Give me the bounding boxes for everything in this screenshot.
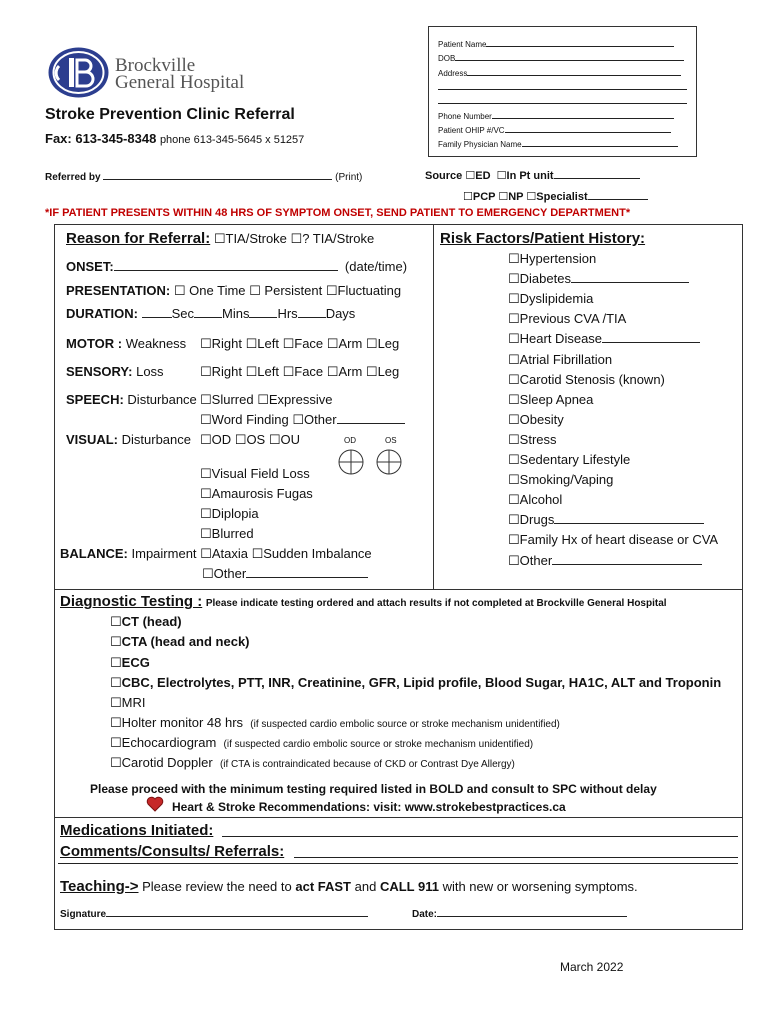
- risk-checkbox[interactable]: ☐: [508, 473, 520, 489]
- proceed-note: Please proceed with the minimum testing required listed in BOLD and consult to SPC without delay: [90, 782, 657, 796]
- signature-field[interactable]: Signature: [60, 907, 368, 920]
- medications-field[interactable]: Medications Initiated:: [60, 822, 214, 839]
- warning-banner: *IF PATIENT PRESENTS WITHIN 48 HRS OF SYMPTOM ONSET, SEND PATIENT TO EMERGENCY DEPARTMENT*: [45, 207, 631, 219]
- dob-field[interactable]: DOB: [438, 51, 684, 63]
- persistent-checkbox[interactable]: ☐: [249, 284, 261, 299]
- risk-factor-label: Drugs: [519, 512, 555, 528]
- source-row: Source ☐ED ☐In Pt unit: [425, 169, 640, 182]
- duration-row[interactable]: DURATION: Sec Mins Hrs Days: [66, 306, 356, 321]
- risk-checkbox[interactable]: ☐: [508, 392, 520, 408]
- onset-field[interactable]: ONSET: (date/time): [66, 259, 408, 274]
- visual-field-loss-option[interactable]: ☐Visual Field Loss: [200, 466, 310, 482]
- reason-title-row: Reason for Referral: ☐TIA/Stroke ☐? TIA/Stroke: [66, 230, 375, 247]
- risk-factor-item[interactable]: [508, 271, 689, 287]
- diagnostic-title-row: Diagnostic Testing : Please indicate testing ordered and attach results if not completed at Brockville General Hospital: [60, 593, 667, 610]
- risk-checkbox[interactable]: ☐: [508, 312, 520, 328]
- risk-factor-item[interactable]: [508, 512, 704, 528]
- address-line-3[interactable]: [438, 94, 687, 106]
- brand-name-line1: Brockville: [115, 55, 196, 76]
- speech-options-2: ☐Word Finding ☐Other: [200, 412, 405, 428]
- risk-factor-label: Family Hx of heart disease or CVA: [519, 532, 719, 548]
- risk-factor-item[interactable]: [508, 291, 593, 307]
- brand-name-line2: General Hospital: [115, 72, 245, 93]
- risk-checkbox[interactable]: ☐: [508, 412, 520, 428]
- risk-factor-item[interactable]: [508, 553, 702, 569]
- holter-option[interactable]: ☐Holter monitor 48 hrs (if suspected cardio embolic source or stroke mechanism unidentified): [110, 715, 560, 731]
- risk-factor-label: Sedentary Lifestyle: [519, 452, 631, 467]
- sensory-face-checkbox[interactable]: ☐: [282, 365, 295, 380]
- address-field[interactable]: Address: [438, 66, 681, 78]
- risk-factor-item[interactable]: [508, 311, 626, 327]
- presentation-row: PRESENTATION: ☐ One Time ☐ Persistent ☐Fluctuating: [66, 283, 402, 299]
- risk-factor-item[interactable]: [508, 412, 564, 428]
- risk-factor-item[interactable]: [508, 492, 562, 508]
- risk-factor-item[interactable]: [508, 392, 593, 408]
- expressive-checkbox[interactable]: ☐: [257, 393, 269, 408]
- visual-eye-options: ☐OD ☐OS ☐OU: [200, 432, 301, 448]
- risk-factor-label: Other: [519, 552, 553, 568]
- risk-factor-item[interactable]: [508, 372, 665, 388]
- speech-options: ☐Slurred ☐Expressive: [200, 392, 333, 408]
- motor-left-checkbox[interactable]: ☐: [245, 337, 258, 352]
- address-line-2[interactable]: [438, 80, 687, 92]
- bloodwork-option[interactable]: ☐CBC, Electrolytes, PTT, INR, Creatinine, GFR, Lipid profile, Blood Sugar, HA1C, ALT and Troponin: [110, 675, 722, 691]
- diplopia-option[interactable]: ☐Diplopia: [200, 506, 259, 522]
- sensory-row: SENSORY: Loss: [66, 364, 164, 379]
- pcp-checkbox[interactable]: ☐: [463, 190, 473, 203]
- tia-stroke-checkbox[interactable]: ☐: [213, 232, 226, 247]
- eye-os-label: OS: [385, 436, 397, 445]
- risk-factor-label: Hypertension: [519, 251, 597, 266]
- ecg-option[interactable]: ☐ECG: [110, 655, 150, 671]
- visual-row: VISUAL: Disturbance: [66, 432, 191, 447]
- revision-date: March 2022: [560, 960, 624, 974]
- risk-factor-item[interactable]: [508, 352, 612, 368]
- risk-factor-label: Carotid Stenosis (known): [519, 371, 665, 387]
- patient-name-field[interactable]: Patient Name: [438, 37, 674, 49]
- slurred-checkbox[interactable]: ☐: [200, 393, 212, 408]
- referred-by-field[interactable]: Referred by (Print): [45, 172, 363, 183]
- risk-factor-label: Sleep Apnea: [519, 391, 594, 407]
- comments-line-2[interactable]: [58, 863, 738, 864]
- page-title: Stroke Prevention Clinic Referral: [45, 106, 295, 123]
- heart-icon: [146, 796, 164, 812]
- word-finding-checkbox[interactable]: ☐: [200, 413, 212, 428]
- hospital-logo: [47, 46, 110, 99]
- echo-option[interactable]: ☐Echocardiogram (if suspected cardio embolic source or stroke mechanism unidentified): [110, 735, 534, 751]
- mri-option[interactable]: ☐MRI: [110, 695, 146, 711]
- sudden-imbalance-checkbox[interactable]: ☐: [251, 547, 264, 562]
- np-checkbox[interactable]: ☐: [498, 190, 509, 203]
- comments-field[interactable]: Comments/Consults/ Referrals:: [60, 843, 285, 860]
- risk-factor-item[interactable]: [508, 532, 718, 548]
- hs-recommendations: Heart & Stroke Recommendations: visit: www.strokebestpractices.ca: [172, 800, 566, 814]
- speech-other-checkbox[interactable]: ☐: [292, 413, 305, 428]
- amaurosis-option[interactable]: ☐Amaurosis Fugas: [200, 486, 313, 502]
- comments-line[interactable]: [294, 857, 738, 858]
- carotid-option[interactable]: ☐Carotid Doppler (if CTA is contraindicated because of CKD or Contrast Dye Allergy): [110, 755, 515, 771]
- os-checkbox[interactable]: ☐: [234, 433, 247, 448]
- sensory-left-checkbox[interactable]: ☐: [245, 365, 258, 380]
- risk-factor-label: Alcohol: [519, 492, 563, 508]
- risk-factor-item[interactable]: [508, 331, 700, 347]
- specialist-checkbox[interactable]: ☐: [526, 190, 537, 203]
- risk-checkbox[interactable]: ☐: [508, 372, 520, 388]
- cta-option[interactable]: ☐CTA (head and neck): [110, 634, 250, 650]
- sensory-arm-checkbox[interactable]: ☐: [326, 365, 339, 380]
- phone-field[interactable]: Phone Number: [438, 109, 674, 121]
- risk-checkbox[interactable]: ☐: [508, 453, 520, 468]
- risk-checkbox[interactable]: ☐: [508, 533, 520, 549]
- ed-checkbox[interactable]: ☐: [465, 169, 476, 182]
- risk-factor-label: Stress: [519, 431, 557, 447]
- risk-factor-label: Smoking/Vaping: [519, 472, 614, 488]
- risk-factor-label: Diabetes: [519, 271, 571, 287]
- risk-factor-item[interactable]: [508, 452, 630, 468]
- eye-od-label: OD: [344, 436, 356, 445]
- speech-row: SPEECH: Disturbance: [66, 392, 197, 407]
- ohip-field[interactable]: Patient OHIP #/VC: [438, 123, 671, 135]
- medications-line[interactable]: [222, 836, 738, 837]
- risk-checkbox[interactable]: ☐: [508, 553, 520, 569]
- risk-factor-item[interactable]: [508, 472, 613, 488]
- risk-checkbox[interactable]: ☐: [508, 432, 520, 448]
- risk-factor-label: Dyslipidemia: [519, 291, 594, 307]
- patient-info-box: [428, 26, 697, 157]
- risk-checkbox[interactable]: ☐: [508, 272, 520, 288]
- ct-option[interactable]: ☐CT (head): [110, 614, 182, 630]
- od-visual-field-icon[interactable]: [337, 448, 365, 476]
- ou-checkbox[interactable]: ☐: [268, 433, 281, 448]
- risk-checkbox[interactable]: ☐: [508, 493, 520, 509]
- risk-checkbox[interactable]: ☐: [508, 332, 520, 348]
- motor-row: MOTOR : Weakness: [66, 336, 187, 351]
- ataxia-checkbox[interactable]: ☐: [200, 547, 212, 562]
- motor-arm-checkbox[interactable]: ☐: [326, 337, 339, 352]
- balance-row: BALANCE: Impairment ☐Ataxia ☐Sudden Imbalance: [60, 546, 372, 562]
- fax-line: Fax: 613-345-8348 phone 613-345-5645 x 51257: [45, 131, 305, 146]
- risk-factor-label: Obesity: [519, 411, 564, 427]
- motor-leg-checkbox[interactable]: ☐: [365, 337, 378, 352]
- sensory-leg-checkbox[interactable]: ☐: [365, 365, 378, 380]
- sensory-options: ☐Right ☐Left ☐Face ☐Arm ☐Leg: [200, 364, 400, 380]
- risk-factor-label: Previous CVA /TIA: [519, 311, 627, 327]
- possible-tia-checkbox[interactable]: ☐: [290, 232, 303, 247]
- od-checkbox[interactable]: ☐: [200, 433, 212, 448]
- fluctuating-checkbox[interactable]: ☐: [325, 284, 338, 299]
- os-visual-field-icon[interactable]: [375, 448, 403, 476]
- risk-checkbox[interactable]: ☐: [508, 292, 520, 308]
- inpt-checkbox[interactable]: ☐: [496, 169, 507, 182]
- motor-options: ☐Right ☐Left ☐Face ☐Arm ☐Leg: [200, 336, 400, 352]
- balance-other-option[interactable]: ☐Other: [202, 566, 368, 582]
- teaching-row: Teaching-> Please review the need to act FAST and CALL 911 with new or worsening symptoms.: [60, 878, 638, 895]
- source-row-2: ☐PCP ☐NP ☐Specialist: [463, 190, 648, 203]
- risk-checkbox[interactable]: ☐: [508, 513, 520, 529]
- risk-factor-label: Heart Disease: [519, 331, 603, 347]
- sensory-right-checkbox[interactable]: ☐: [200, 365, 212, 380]
- risk-title: Risk Factors/Patient History:: [440, 230, 646, 247]
- risk-factor-item[interactable]: [508, 251, 596, 267]
- risk-factor-item[interactable]: [508, 432, 557, 448]
- blurred-option[interactable]: ☐Blurred: [200, 526, 254, 542]
- risk-checkbox[interactable]: ☐: [508, 252, 520, 267]
- one-time-checkbox[interactable]: ☐: [173, 284, 186, 299]
- physician-field[interactable]: Family Physician Name: [438, 137, 678, 149]
- date-field[interactable]: Date:: [412, 907, 627, 920]
- risk-factor-label: Atrial Fibrillation: [519, 351, 613, 367]
- motor-right-checkbox[interactable]: ☐: [200, 337, 212, 352]
- risk-checkbox[interactable]: ☐: [508, 352, 520, 368]
- motor-face-checkbox[interactable]: ☐: [282, 337, 295, 352]
